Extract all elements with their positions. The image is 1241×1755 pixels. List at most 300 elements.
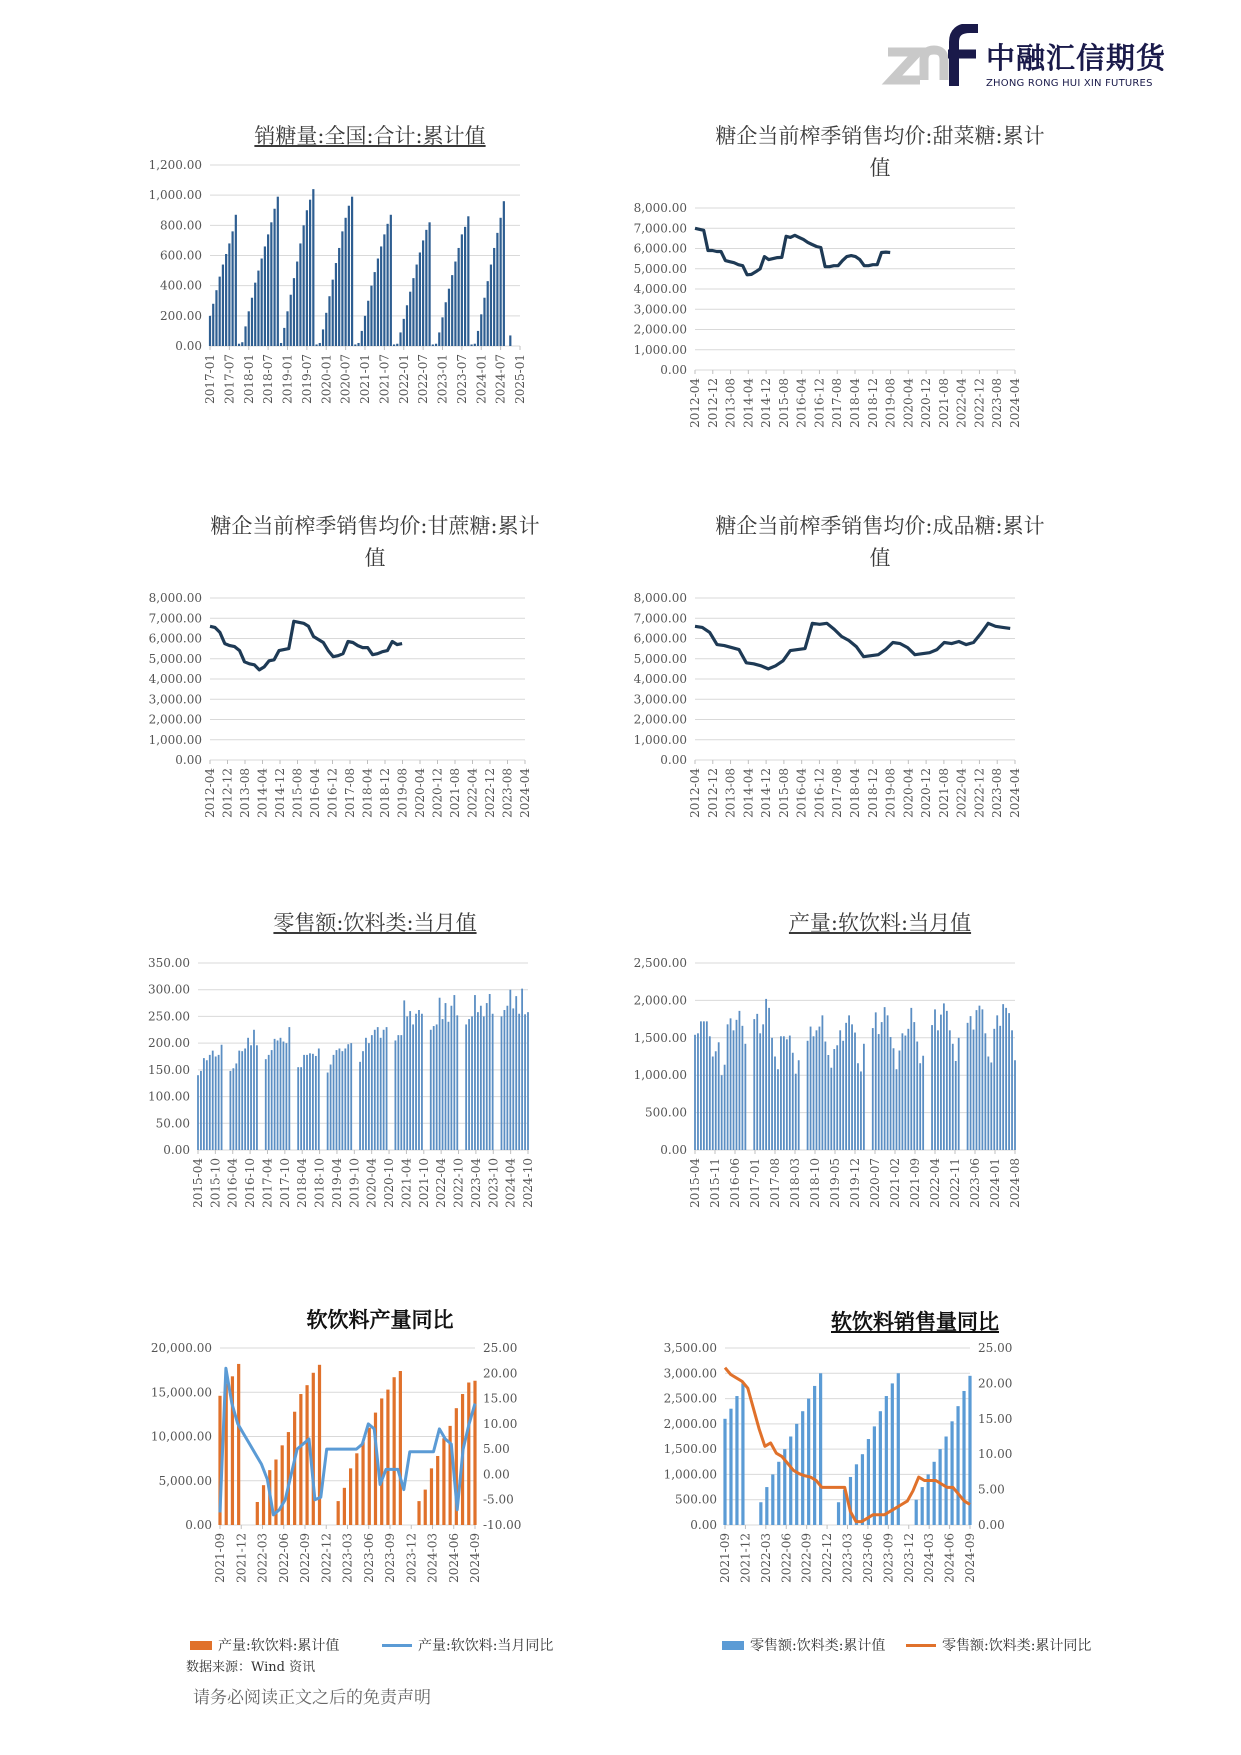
y-tick-label: 0.00 — [175, 753, 202, 767]
x-tick-label: 2022-01 — [396, 354, 411, 404]
bar — [280, 1038, 282, 1150]
bar — [368, 1043, 370, 1150]
y-tick-label: 6,000.00 — [633, 631, 687, 646]
bar — [724, 1065, 726, 1150]
bar — [406, 305, 408, 346]
bar — [327, 1073, 329, 1150]
bar — [271, 1050, 273, 1150]
bar — [206, 1060, 208, 1150]
bar — [976, 1010, 978, 1150]
bar — [442, 1019, 444, 1150]
bar — [937, 1030, 939, 1150]
bar — [386, 1027, 388, 1150]
bar — [416, 265, 418, 346]
y-tick-label: 100.00 — [148, 1089, 190, 1104]
chart-soft-drink-output — [620, 905, 1140, 1265]
bar — [325, 313, 327, 346]
bar — [393, 344, 395, 346]
x-tick-label: 2017-08 — [343, 768, 357, 818]
bar — [299, 1394, 302, 1525]
bar — [875, 1012, 877, 1150]
bar — [424, 1490, 427, 1525]
x-tick-label: 2024-04 — [1008, 768, 1022, 818]
bar — [789, 1036, 791, 1150]
chart-title: 软饮料销售量同比 — [831, 1309, 999, 1334]
bar — [306, 210, 308, 346]
x-tick-label: 2024-07 — [493, 354, 508, 404]
bar — [855, 1464, 858, 1525]
y2-tick-label: 15.00 — [483, 1391, 518, 1406]
x-tick-label: 2024-06 — [446, 1533, 461, 1583]
bar — [999, 1026, 1001, 1150]
chart-plot — [620, 588, 1140, 918]
bar — [768, 1008, 770, 1150]
bar — [380, 1038, 382, 1150]
bar — [467, 1383, 470, 1525]
x-tick-label: 2022-06 — [779, 1533, 794, 1583]
legend-c8-line — [906, 1635, 1091, 1655]
bar — [493, 248, 495, 346]
bar — [277, 1040, 279, 1150]
bar — [845, 1023, 847, 1150]
x-tick-label: 2024-08 — [1008, 1158, 1022, 1208]
x-tick-label: 2024-04 — [1008, 378, 1022, 428]
x-tick-label: 2016-04 — [794, 378, 809, 428]
bar — [956, 1406, 959, 1525]
bar — [396, 344, 398, 346]
bar — [897, 1373, 900, 1525]
bar — [377, 259, 379, 346]
bar — [412, 278, 414, 346]
x-tick-label: 2015-08 — [776, 768, 791, 818]
bar — [357, 343, 359, 346]
x-tick-label: 2022-04 — [928, 1158, 942, 1208]
y-tick-label: 1,000.00 — [148, 732, 202, 747]
bar — [771, 1038, 773, 1150]
x-tick-label: 2023-08 — [990, 378, 1005, 428]
x-tick-label: 2023-07 — [454, 354, 469, 404]
bar — [300, 1067, 302, 1150]
x-tick-label: 2021-08 — [936, 768, 951, 818]
bar — [952, 1044, 954, 1150]
bar — [819, 1027, 821, 1150]
bar — [403, 319, 405, 346]
x-tick-label: 2019-10 — [347, 1158, 362, 1208]
bar — [232, 1068, 234, 1150]
bar — [403, 1000, 405, 1150]
bar — [359, 1062, 361, 1150]
bar — [842, 1041, 844, 1150]
bar — [274, 1039, 276, 1150]
bar — [328, 296, 330, 346]
bar — [887, 1015, 889, 1150]
chart-plot — [140, 588, 610, 918]
bar — [387, 224, 389, 346]
x-tick-label: 2023-06 — [361, 1533, 376, 1583]
x-tick-label: 2023-12 — [901, 1533, 916, 1583]
chart-title-line-1: 糖企当前榨季销售均价:甘蔗糖:累计 — [210, 514, 540, 538]
bar — [837, 1502, 840, 1525]
bar — [700, 1021, 702, 1150]
x-tick-label: 2019-04 — [329, 1158, 344, 1208]
x-tick-label: 2022-04 — [434, 1158, 449, 1208]
y-tick-label: 0.00 — [690, 1518, 717, 1532]
bar — [904, 1036, 906, 1150]
y-tick-label: 0.00 — [660, 753, 687, 767]
bar — [512, 1008, 514, 1150]
bar — [309, 200, 311, 346]
bar — [235, 215, 237, 346]
bar — [816, 1030, 818, 1150]
chart-title: 销糖量:全国:合计:累计值 — [254, 124, 486, 148]
y2-tick-label: 15.00 — [978, 1411, 1013, 1426]
x-tick-label: 2015-08 — [776, 378, 791, 428]
bar — [395, 1040, 397, 1150]
bar — [399, 332, 401, 346]
bar — [993, 1029, 995, 1150]
bar — [729, 1409, 732, 1525]
x-tick-label: 2024-06 — [942, 1533, 957, 1583]
x-tick-label: 2021-07 — [377, 354, 392, 404]
x-tick-label: 2022-03 — [255, 1533, 270, 1583]
x-tick-label: 2017-01 — [203, 354, 217, 404]
bar — [902, 1033, 904, 1150]
bar — [798, 1060, 800, 1150]
x-tick-label: 2023-09 — [881, 1533, 896, 1583]
x-tick-label: 2016-12 — [325, 768, 340, 818]
x-tick-label: 2022-09 — [298, 1533, 312, 1583]
bar — [518, 1014, 520, 1150]
bar — [280, 343, 282, 346]
bar — [448, 289, 450, 346]
x-tick-label: 2020-04 — [364, 1158, 379, 1208]
y-tick-label: 1,500.00 — [633, 1030, 687, 1045]
x-tick-label: 2016-10 — [243, 1158, 258, 1208]
y-tick-label: 500.00 — [675, 1492, 717, 1507]
x-tick-label: 2021-08 — [448, 768, 462, 818]
bar — [215, 290, 217, 346]
chart-plot — [620, 198, 1140, 528]
bar — [436, 1456, 439, 1525]
bar — [1005, 1008, 1007, 1150]
bar — [430, 1468, 433, 1525]
bar — [915, 1500, 918, 1525]
x-tick-label: 2020-10 — [382, 1158, 397, 1208]
bar — [261, 259, 263, 346]
bar — [445, 302, 447, 346]
bar — [368, 1428, 371, 1525]
bar — [367, 301, 369, 346]
x-tick-label: 2022-12 — [972, 378, 987, 428]
bar — [222, 265, 224, 346]
x-tick-label: 2018-07 — [261, 354, 276, 404]
bar — [306, 1055, 308, 1150]
y-tick-label: 200.00 — [148, 1036, 190, 1051]
bar — [341, 231, 343, 346]
legend-c8-bar — [722, 1635, 885, 1655]
x-tick-label: 2018-04 — [848, 378, 862, 428]
bar — [421, 1014, 423, 1150]
bar — [247, 1038, 249, 1150]
bar — [721, 1075, 723, 1150]
bar — [355, 1453, 358, 1525]
bar — [345, 218, 347, 346]
y-tick-label: 8,000.00 — [633, 201, 687, 215]
y-tick-label: 10,000.00 — [150, 1429, 212, 1444]
y-tick-label: 2,500.00 — [633, 956, 687, 970]
y-tick-label: 1,000.00 — [633, 1068, 687, 1083]
bar — [251, 298, 253, 346]
bar — [348, 206, 350, 346]
bar — [506, 1006, 508, 1150]
y-tick-label: 1,000.00 — [633, 732, 687, 747]
bar — [807, 1399, 810, 1525]
bar — [521, 989, 523, 1150]
bar — [854, 1033, 856, 1150]
bar — [383, 234, 385, 346]
bar — [873, 1426, 876, 1525]
x-tick-label: 2020-04 — [901, 768, 916, 818]
bar — [297, 1067, 299, 1150]
chart-title-line-1: 糖企当前榨季销售均价:成品糖:累计 — [715, 514, 1045, 538]
x-tick-label: 2012-04 — [688, 768, 702, 818]
chart-plot — [663, 1340, 1150, 1630]
chart-beverage-retail — [140, 905, 610, 1265]
x-tick-label: 2017-04 — [260, 1158, 275, 1208]
bar — [872, 1028, 874, 1150]
x-tick-label: 2022-09 — [799, 1533, 814, 1583]
x-tick-label: 2021-09 — [718, 1533, 732, 1583]
bar — [374, 1030, 376, 1150]
bar — [370, 286, 372, 346]
bar — [736, 1020, 738, 1150]
bar — [262, 1485, 265, 1525]
y-tick-label: 20,000.00 — [150, 1341, 212, 1355]
x-tick-label: 2020-04 — [413, 768, 427, 818]
bar — [293, 278, 295, 346]
bar — [335, 263, 337, 346]
x-tick-label: 2016-04 — [225, 1158, 240, 1208]
x-tick-label: 2017-07 — [222, 354, 237, 404]
y-tick-label: 3,500.00 — [663, 1341, 717, 1355]
bar — [299, 243, 301, 346]
bar — [884, 1007, 886, 1150]
x-tick-label: 2023-01 — [435, 354, 450, 404]
bar — [839, 1030, 841, 1150]
company-logo — [880, 24, 1180, 94]
bar — [962, 1391, 965, 1525]
y-tick-label: 5,000.00 — [158, 1473, 212, 1488]
y-tick-label: 3,000.00 — [633, 302, 687, 317]
bar — [718, 1042, 720, 1150]
y-tick-label: 4,000.00 — [633, 672, 687, 686]
x-tick-label: 2019-07 — [299, 354, 314, 404]
x-tick-label: 2024-03 — [425, 1533, 440, 1583]
bar — [338, 248, 340, 346]
y-tick-label: 2,000.00 — [148, 712, 202, 727]
legend-swatch — [382, 1644, 412, 1647]
x-tick-label: 2018-04 — [360, 768, 375, 818]
bar — [399, 1371, 402, 1525]
bar — [333, 1055, 335, 1150]
bar — [425, 230, 427, 346]
bar — [312, 1054, 314, 1150]
x-tick-label: 2024-03 — [922, 1533, 937, 1583]
bar — [1014, 1060, 1016, 1150]
y-tick-label: 2,000.00 — [663, 1416, 717, 1431]
bar — [406, 1016, 408, 1150]
x-tick-label: 2017-10 — [277, 1158, 292, 1208]
bar — [471, 1016, 473, 1150]
x-tick-label: 2023-12 — [404, 1533, 419, 1583]
bar — [706, 1021, 708, 1150]
x-tick-label: 2022-12 — [319, 1533, 334, 1583]
chart-title: 产量:软饮料:当月值 — [788, 911, 972, 935]
bar — [885, 1396, 888, 1525]
bar — [339, 1048, 341, 1150]
bar — [990, 1062, 992, 1150]
x-tick-label: 2021-09 — [213, 1533, 227, 1583]
chart-plot — [140, 945, 610, 1265]
bar — [438, 332, 440, 346]
bar — [984, 1033, 986, 1150]
bar — [857, 1063, 859, 1150]
y-tick-label: 2,000.00 — [633, 322, 687, 337]
chart-beet-sugar-price — [620, 118, 1140, 498]
x-tick-label: 2017-01 — [748, 1158, 762, 1208]
data-source: 数据来源：Wind 资讯 — [186, 1660, 316, 1675]
legend-label: 零售额:饮料类:累计值 — [750, 1638, 886, 1654]
y2-tick-label: 0.00 — [483, 1467, 510, 1482]
x-tick-label: 2023-04 — [468, 1158, 483, 1208]
y-tick-label: 0.00 — [175, 339, 202, 353]
bar — [409, 292, 411, 346]
y-tick-label: 5,000.00 — [633, 261, 687, 276]
bar — [349, 1468, 352, 1525]
x-tick-label: 2016-04 — [794, 768, 809, 818]
bar — [801, 1411, 804, 1525]
bar — [504, 1010, 506, 1150]
x-tick-label: 2022-12 — [483, 768, 497, 818]
bar — [783, 1036, 785, 1150]
bar — [212, 1051, 214, 1150]
chart-sugar-sales — [140, 118, 600, 478]
x-tick-label: 2023-10 — [486, 1158, 501, 1208]
x-tick-label: 2020-07 — [338, 354, 353, 404]
legend-swatch — [722, 1641, 744, 1650]
bar — [209, 316, 211, 346]
bar — [283, 328, 285, 346]
x-tick-label: 2013-08 — [723, 378, 738, 428]
bar — [777, 1462, 780, 1525]
bar — [949, 1030, 951, 1150]
x-tick-label: 2021-08 — [936, 378, 951, 428]
bar — [209, 1055, 211, 1150]
bar — [1002, 1004, 1004, 1150]
bar — [851, 1024, 853, 1150]
bar — [332, 280, 334, 346]
legend-swatch — [190, 1641, 212, 1650]
bar — [215, 1057, 217, 1151]
bar — [248, 311, 250, 346]
chart-title: 零售额:饮料类:当月值 — [273, 911, 477, 935]
x-tick-label: 2022-04 — [954, 378, 969, 428]
series-line — [695, 228, 890, 274]
bar — [492, 1014, 494, 1150]
bar — [270, 222, 272, 346]
bar — [943, 1003, 945, 1150]
bar — [453, 995, 455, 1150]
x-tick-label: 2019-08 — [395, 768, 410, 818]
bar — [486, 1003, 488, 1150]
bar — [807, 1041, 809, 1150]
bar — [774, 1057, 776, 1151]
bar — [318, 1365, 321, 1525]
bar — [810, 1027, 812, 1150]
y-tick-label: 1,000.00 — [633, 342, 687, 357]
bar — [219, 277, 221, 346]
x-tick-label: 2023-09 — [383, 1533, 397, 1583]
x-tick-label: 2018-10 — [808, 1158, 822, 1208]
x-tick-label: 2014-04 — [741, 768, 756, 818]
bar — [241, 1051, 243, 1150]
bar — [409, 1011, 411, 1150]
y2-tick-label: 20.00 — [483, 1366, 518, 1381]
bar — [940, 1015, 942, 1150]
bar — [503, 201, 505, 346]
x-tick-label: 2017-08 — [830, 378, 845, 428]
y-tick-label: 300.00 — [148, 982, 190, 997]
bar — [979, 1006, 981, 1150]
x-tick-label: 2023-08 — [990, 768, 1005, 818]
bar — [477, 1012, 479, 1150]
bar — [753, 1019, 755, 1150]
bar — [509, 335, 511, 346]
x-tick-label: 2019-08 — [883, 378, 898, 428]
bar — [197, 1075, 199, 1150]
bar — [458, 248, 460, 346]
y-tick-label: 50.00 — [155, 1116, 190, 1131]
bar — [256, 1045, 258, 1150]
y-tick-label: 250.00 — [148, 1009, 190, 1024]
bar — [250, 1045, 252, 1150]
bar — [428, 222, 430, 346]
x-tick-label: 2024-09 — [468, 1533, 482, 1583]
bar — [759, 1033, 761, 1150]
disclaimer: 请务必阅读正文之后的免责声明 — [193, 1688, 431, 1708]
bar — [371, 1035, 373, 1150]
x-tick-label: 2024-01 — [474, 354, 489, 404]
bar — [777, 1069, 779, 1150]
x-tick-label: 2018-04 — [848, 768, 862, 818]
bar — [822, 1015, 824, 1150]
bar — [237, 1364, 240, 1525]
y-tick-label: 1,500.00 — [663, 1442, 717, 1457]
bar — [465, 1024, 467, 1150]
y-tick-label: 600.00 — [160, 248, 202, 263]
bar — [290, 295, 292, 346]
bar — [305, 1385, 308, 1525]
chart-plot — [620, 945, 1140, 1265]
bar — [347, 1044, 349, 1150]
bar — [982, 1009, 984, 1150]
bar — [336, 1050, 338, 1150]
x-tick-label: 2014-04 — [741, 378, 756, 428]
bar — [364, 316, 366, 346]
bar — [354, 344, 356, 346]
chart-plot — [140, 158, 600, 478]
bar — [467, 216, 469, 346]
